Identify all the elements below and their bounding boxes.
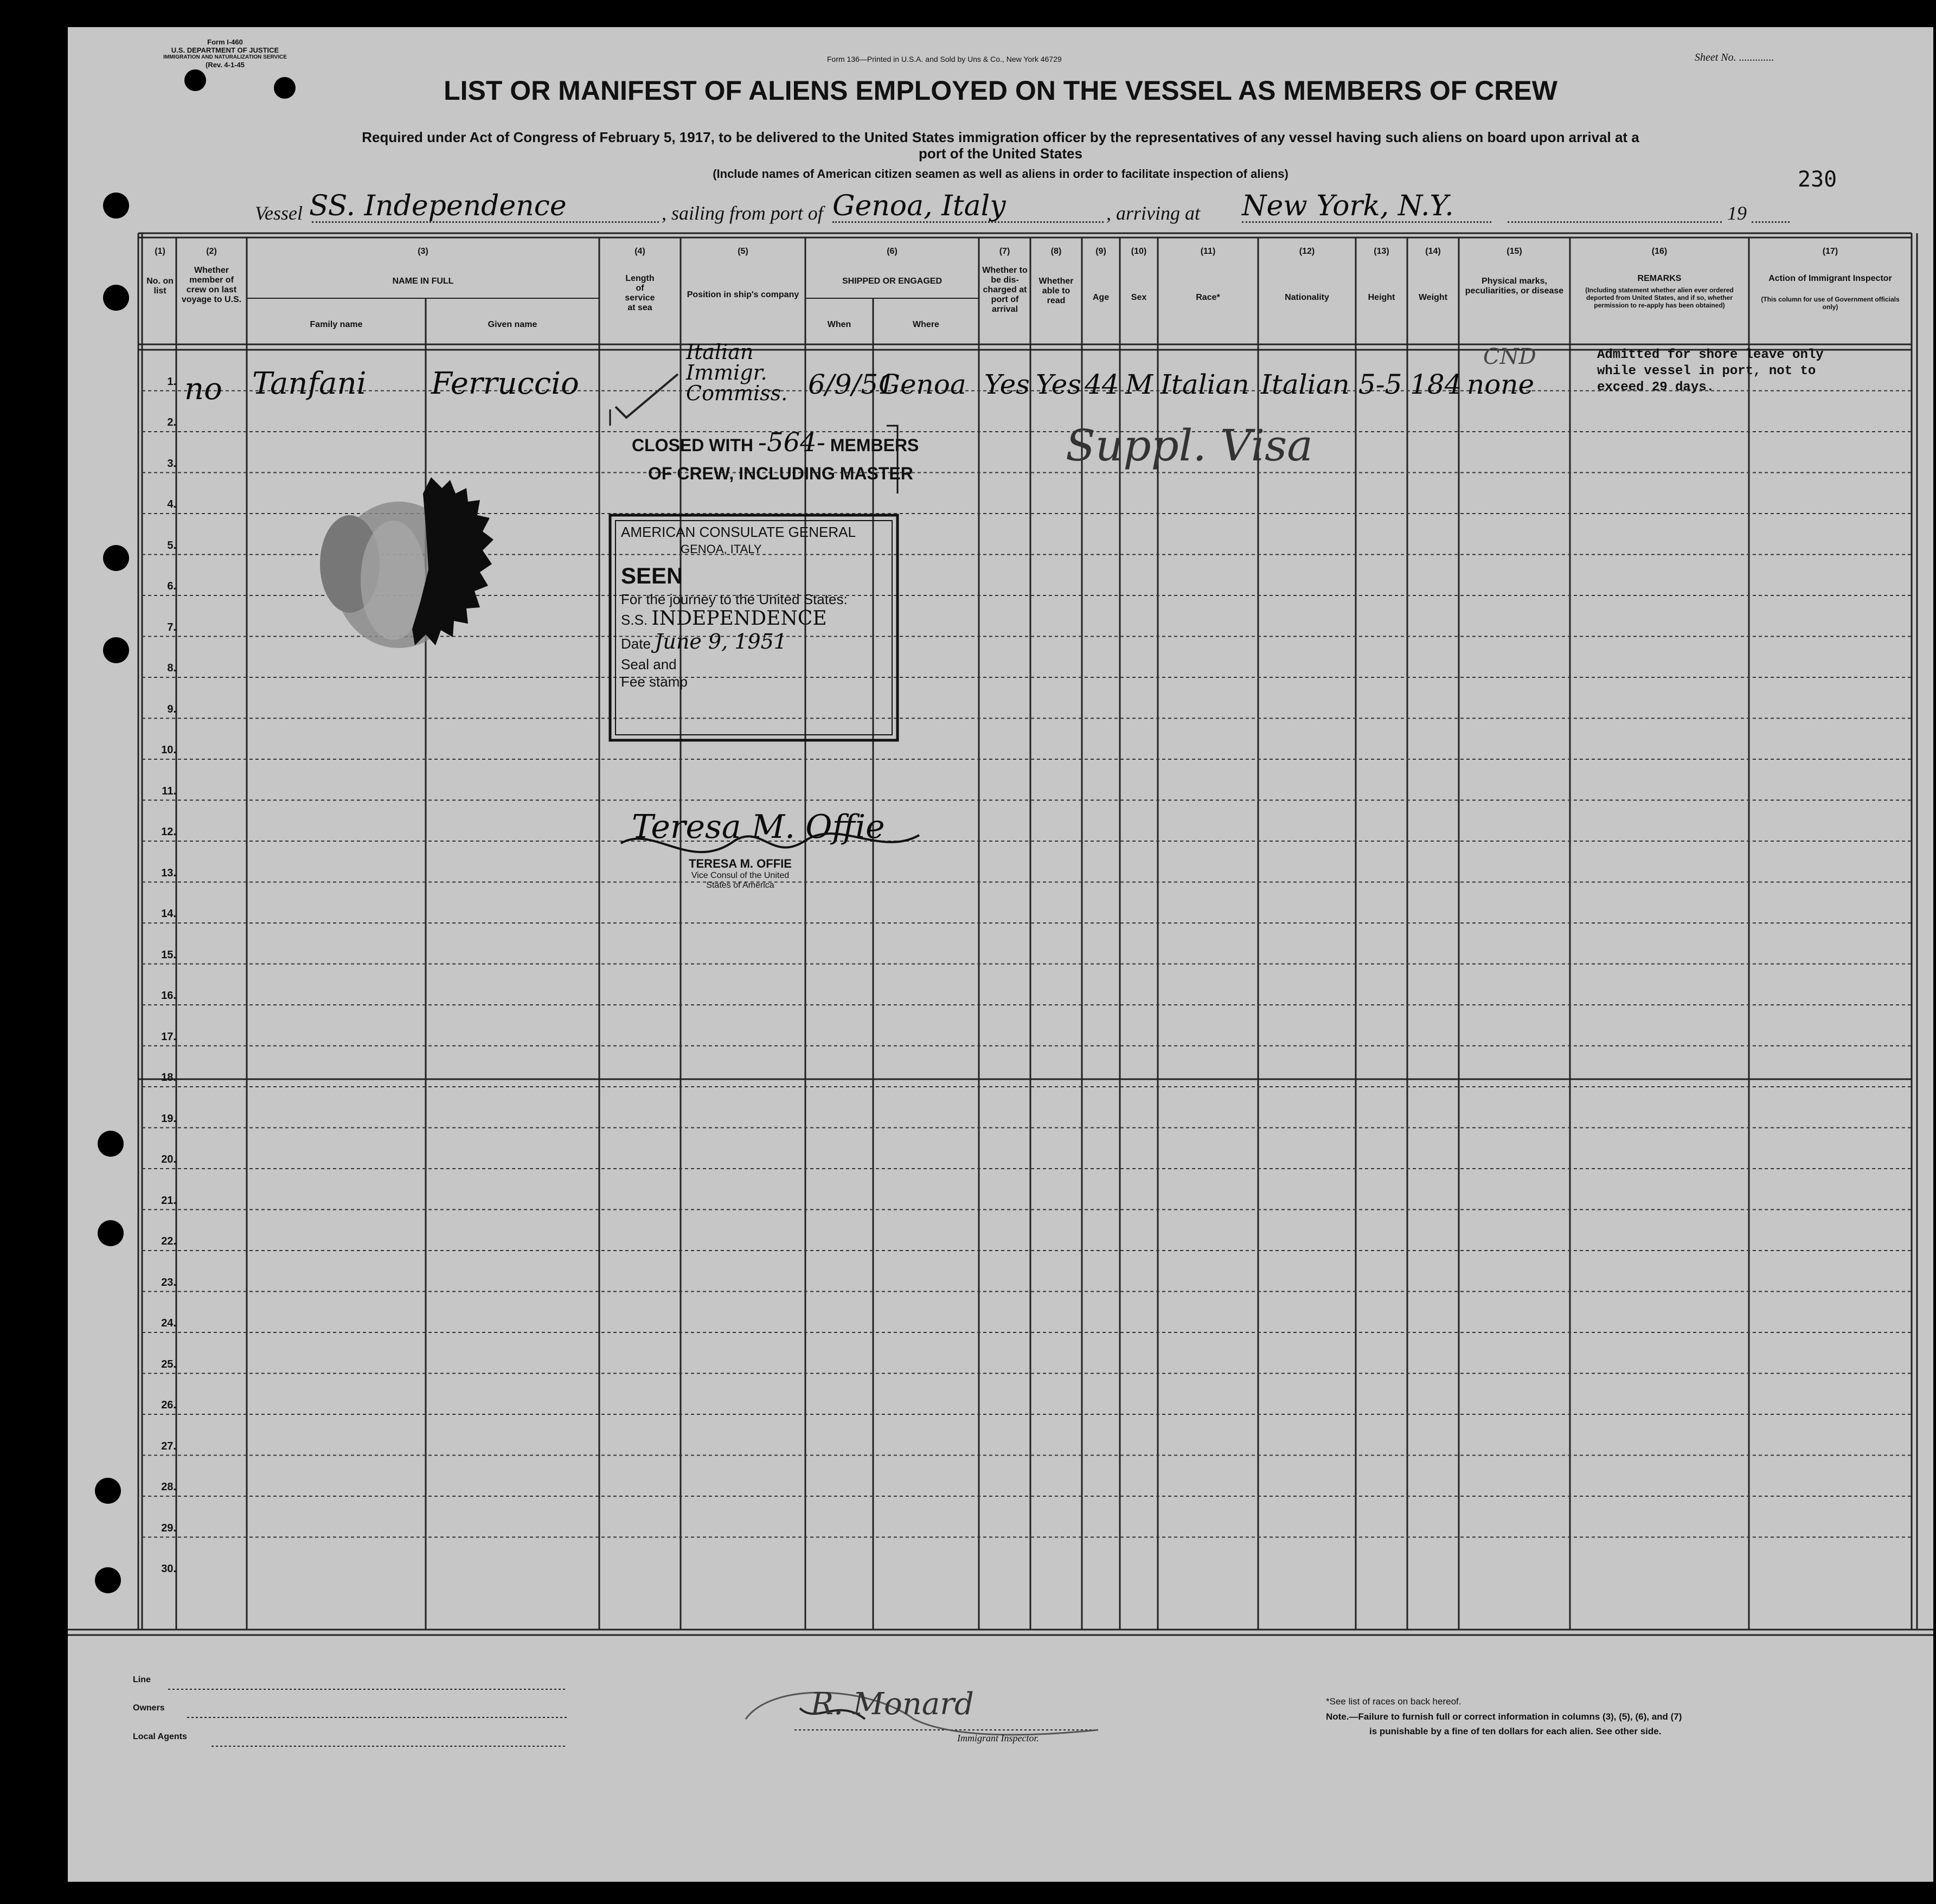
consul-title-1: Vice Consul of the United <box>691 871 790 880</box>
consulate-stamp-seal2: Fee stamp <box>621 674 688 690</box>
col-11-heading: Race* <box>1196 293 1220 302</box>
row-number: 25. <box>161 1358 176 1370</box>
col-6-heading: SHIPPED OR ENGAGED <box>842 277 943 286</box>
races-note: *See list of races on back hereof. <box>1326 1696 1461 1707</box>
col-13-heading: Height <box>1368 293 1395 302</box>
closed-stamp <box>632 428 919 488</box>
entry-where: Genoa <box>879 369 966 400</box>
closed-stamp-label: CLOSED WITH <box>632 435 753 455</box>
row-number: 15. <box>161 948 176 961</box>
consulate-stamp-date-value: June 9, 1951 <box>655 630 787 653</box>
col-2-number: (2) <box>206 247 217 256</box>
entry-height: 5-5 <box>1358 369 1402 400</box>
col-6-number: (6) <box>887 247 898 256</box>
entry-remarks-3: exceed 29 days. <box>1597 380 1715 395</box>
subtitle-3: (Include names of American citizen seamen as well as aliens in order to facilitate inspection of aliens) <box>713 167 1288 181</box>
arriving-label: , arriving at <box>1106 202 1201 224</box>
consulate-stamp-ss-label: S.S. <box>621 612 648 628</box>
entry-sex: M <box>1125 369 1153 400</box>
col-2-heading: Whether member of crew on last voyage to U.S. <box>181 266 242 304</box>
departure-port: Genoa, Italy <box>832 190 1006 222</box>
entry-position-2: Immigr. <box>686 361 767 384</box>
col-9-number: (9) <box>1095 247 1106 256</box>
subtitle-2: port of the United States <box>919 145 1082 162</box>
row-number: 18. <box>161 1072 176 1084</box>
entry-read: Yes <box>1036 369 1081 400</box>
vessel-name: SS. Independence <box>309 190 567 222</box>
row-number: 8. <box>167 662 176 674</box>
closed-stamp-line2: OF CREW, INCLUDING MASTER <box>648 464 913 483</box>
row-number: 11. <box>162 785 176 797</box>
col-16-number: (16) <box>1651 247 1668 256</box>
row-number: 13. <box>161 867 176 879</box>
entry-remarks-2: while vessel in port, not to <box>1597 364 1816 379</box>
col-12-heading: Nationality <box>1285 293 1329 302</box>
col-14-heading: Weight <box>1418 293 1448 302</box>
col-13-number: (13) <box>1374 247 1389 256</box>
row-number: 9. <box>167 703 176 715</box>
col-16-subheading: (Including statement whether alien ever ordered deported from United States, and if so, whether permission to re-apply has been obtained) <box>1585 286 1734 309</box>
row-number: 3. <box>167 457 176 470</box>
entry-family-name: Tanfani <box>252 366 367 401</box>
year-label: 19 <box>1727 202 1747 224</box>
entry-race: Italian <box>1161 369 1249 400</box>
binder-hole <box>95 1567 121 1593</box>
col-17-number: (17) <box>1822 247 1838 256</box>
row-number: 7. <box>167 621 176 633</box>
col-17-heading: Action of Immigrant Inspector <box>1768 274 1892 283</box>
col-3b-heading: Given name <box>488 320 537 329</box>
col-10-heading: Sex <box>1131 293 1147 302</box>
row-number: 28. <box>161 1481 176 1493</box>
row-number: 24. <box>161 1317 176 1329</box>
row-number: 1. <box>167 375 176 388</box>
col-9-heading: Age <box>1092 293 1110 302</box>
row-number: 16. <box>161 990 176 1002</box>
entry-marks: none <box>1467 369 1535 400</box>
col-4-heading: Length of service at sea <box>625 274 655 312</box>
row-number: 26. <box>161 1399 176 1411</box>
row-number: 4. <box>167 498 176 510</box>
department: U.S. DEPARTMENT OF JUSTICE <box>171 46 279 54</box>
supplementary-visa-note: Suppl. Visa <box>1066 420 1313 471</box>
footer-owners-label: Owners <box>133 1703 165 1713</box>
printer-line: Form 136—Printed in U.S.A. and Sold by Uns & Co., New York 46729 <box>827 55 1062 63</box>
consul-signature: Teresa M. Offie <box>632 808 885 846</box>
row-number: 30. <box>161 1563 176 1575</box>
row-number: 10. <box>161 744 176 756</box>
col-3-heading: NAME IN FULL <box>392 277 454 286</box>
row-number: 27. <box>161 1440 176 1452</box>
col-10-number: (10) <box>1131 247 1147 256</box>
sheet-number: Sheet No. ............. <box>1695 52 1774 63</box>
entry-when: 6/9/51 <box>808 369 895 400</box>
footer-line-label: Line <box>133 1675 151 1684</box>
binder-hole <box>103 285 129 311</box>
consul-block <box>670 857 811 890</box>
binder-hole <box>103 545 129 571</box>
consul-title-2: States of America <box>706 881 774 890</box>
entry-marks-note: CND <box>1483 344 1536 369</box>
row-number: 17. <box>161 1030 176 1043</box>
col-15-heading: Physical marks, peculiarities, or disease <box>1465 277 1564 296</box>
entry-remarks <box>1597 347 1922 396</box>
consulate-stamp-seen: SEEN <box>621 563 683 588</box>
entry-weight: 184 <box>1410 369 1462 400</box>
consulate-stamp-line1: AMERICAN CONSULATE GENERAL <box>621 524 856 540</box>
closed-stamp-members: MEMBERS <box>830 435 919 455</box>
row-number: 20. <box>161 1153 176 1165</box>
col-6b-heading: Where <box>913 320 939 329</box>
binder-hole <box>103 193 129 219</box>
footer-agents-label: Local Agents <box>133 1732 187 1741</box>
row-number: 2. <box>167 416 176 428</box>
row-number: 12. <box>161 826 176 838</box>
row-number: 19. <box>161 1112 176 1125</box>
entry-position-1: Italian <box>686 340 754 364</box>
col-7-heading: Whether to be dis-charged at port of arrival <box>982 266 1028 314</box>
col-8-number: (8) <box>1050 247 1062 256</box>
consulate-stamp <box>621 523 892 690</box>
consulate-stamp-ss-value: INDEPENDENCE <box>651 607 827 630</box>
col-6a-heading: When <box>827 320 851 329</box>
revision: (Rev. 4-1-45 <box>205 61 245 69</box>
form-number: Form I-460 <box>207 38 243 46</box>
consul-name: TERESA M. OFFIE <box>689 857 792 870</box>
subtitle-1: Required under Act of Congress of February 5, 1917, to be delivered to the United States immigration officer by the representatives of any vessel having such aliens on board upon arrival at a <box>362 129 1639 145</box>
consulate-stamp-journey: For the journey to the United States: <box>621 591 848 607</box>
row-number: 29. <box>161 1522 176 1534</box>
col-11-number: (11) <box>1200 247 1216 256</box>
col-3-number: (3) <box>418 247 428 256</box>
binder-hole <box>103 637 129 663</box>
col-3a-heading: Family name <box>310 320 363 329</box>
col-4-number: (4) <box>634 247 645 256</box>
col-1-number: (1) <box>155 247 165 256</box>
entry-discharged: Yes <box>984 369 1030 400</box>
consulate-stamp-date-label: Date <box>621 636 651 652</box>
entry-position <box>686 342 787 403</box>
manifest-title: LIST OR MANIFEST OF ALIENS EMPLOYED ON THE VESSEL AS MEMBERS OF CREW <box>444 75 1557 106</box>
col-14-number: (14) <box>1425 247 1441 256</box>
col-8-heading: Whether able to read <box>1038 277 1074 305</box>
arrival-port: New York, N.Y. <box>1242 190 1454 222</box>
row-number: 23. <box>161 1276 176 1288</box>
service: IMMIGRATION AND NATURALIZATION SERVICE <box>163 54 287 60</box>
row-number: 21. <box>161 1194 176 1207</box>
consulate-stamp-line2: GENOA, ITALY <box>681 542 762 556</box>
col-15-number: (15) <box>1507 247 1522 256</box>
manifest-sheet <box>68 27 1933 1882</box>
notary-seal <box>320 477 493 648</box>
row-number: 14. <box>161 908 176 920</box>
col-5-number: (5) <box>738 247 748 256</box>
vessel-label: Vessel <box>255 202 303 224</box>
col-5-heading: Position in ship's company <box>687 290 799 299</box>
penalty-note-1: Note.—Failure to furnish full or correct information in columns (3), (5), (6), and (7) <box>1326 1711 1682 1722</box>
entry-given-name: Ferruccio <box>431 366 579 401</box>
binder-hole <box>95 1478 121 1504</box>
sailing-label: , sailing from port of <box>662 202 823 224</box>
binder-hole <box>98 1131 124 1157</box>
col-7-number: (7) <box>999 247 1010 256</box>
entry-last-voyage: no <box>184 371 222 407</box>
binder-hole <box>98 1220 124 1246</box>
closed-stamp-count: -564- <box>758 427 825 458</box>
col-17-subheading: (This column for use of Government officials only) <box>1761 296 1900 311</box>
penalty-note-2: is punishable by a fine of ten dollars for each alien. See other side. <box>1369 1726 1662 1736</box>
entry-remarks-1: Admitted for shore leave only <box>1597 348 1824 362</box>
consulate-stamp-seal1: Seal and <box>621 656 677 672</box>
col-1-heading: No. on list <box>146 277 174 296</box>
entry-position-3: Commiss. <box>686 381 788 405</box>
col-12-number: (12) <box>1299 247 1315 256</box>
row-number: 5. <box>167 539 176 552</box>
row-number: 22. <box>161 1235 176 1247</box>
inspector-signature: R. Monard <box>811 1687 974 1722</box>
row-number: 6. <box>167 580 176 592</box>
col-16-heading: REMARKS <box>1637 274 1682 283</box>
page-number: 230 <box>1798 167 1837 192</box>
entry-age: 44 <box>1085 369 1119 400</box>
inspector-label: Immigrant Inspector. <box>957 1733 1039 1743</box>
entry-nationality: Italian <box>1261 369 1350 400</box>
